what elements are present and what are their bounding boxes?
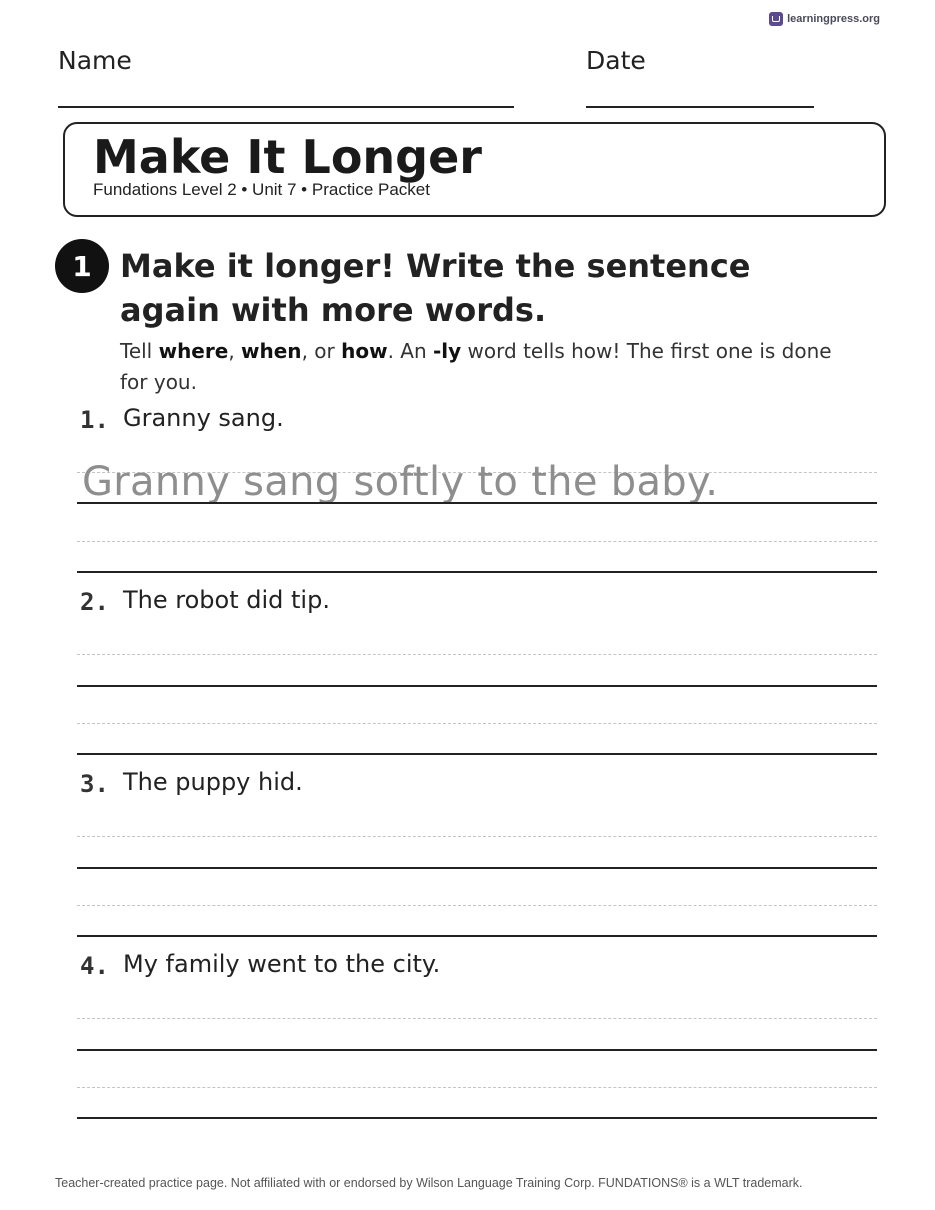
brand-text: learningpress.org: [787, 13, 880, 25]
question-text: Granny sang.: [123, 404, 284, 432]
date-label: Date: [586, 46, 646, 75]
instruction-heading: Make it longer! Write the sentence again with more words.: [120, 247, 751, 329]
writing-baseline: [77, 1049, 877, 1051]
example-answer: Granny sang softly to the baby.: [82, 459, 719, 505]
question-number: 1.: [80, 406, 109, 434]
book-icon: [769, 12, 783, 26]
tip-ly: -ly: [433, 339, 462, 363]
writing-guide-dashed: [77, 723, 877, 724]
writing-guide-dashed: [77, 1018, 877, 1019]
writing-baseline: [77, 867, 877, 869]
writing-baseline: [77, 1117, 877, 1119]
question-text: My family went to the city.: [123, 950, 441, 978]
title-box: [63, 122, 886, 217]
writing-guide-dashed: [77, 541, 877, 542]
question-number: 3.: [80, 770, 109, 798]
step-number-badge: 1: [55, 239, 109, 293]
writing-guide-dashed: [77, 654, 877, 655]
writing-guide-dashed: [77, 836, 877, 837]
writing-guide-dashed: [77, 1087, 877, 1088]
writing-baseline: [77, 753, 877, 755]
instruction-tip: Tell where, when, or how. An -ly word tells how! The first one is done for you.: [120, 339, 832, 394]
page-title: Make It Longer: [93, 130, 482, 184]
page-subtitle: Fundations Level 2 • Unit 7 • Practice Packet: [93, 180, 430, 199]
question-number: 2.: [80, 588, 109, 616]
question-number: 4.: [80, 952, 109, 980]
date-line: [586, 106, 814, 108]
tip-when: when: [241, 339, 302, 363]
question-text: The robot did tip.: [123, 586, 330, 614]
footer-disclaimer: Teacher-created practice page. Not affiliated with or endorsed by Wilson Language Training Corp. FUNDATIONS® is a WLT trademark.: [55, 1176, 803, 1190]
name-label: Name: [58, 46, 132, 75]
writing-baseline: [77, 685, 877, 687]
writing-baseline: [77, 571, 877, 573]
writing-baseline: [77, 935, 877, 937]
question-text: The puppy hid.: [123, 768, 303, 796]
writing-guide-dashed: [77, 905, 877, 906]
brand-logo: [769, 12, 880, 26]
name-line: [58, 106, 514, 108]
tip-where: where: [158, 339, 229, 363]
writing-baseline: [77, 502, 877, 504]
tip-how: how: [341, 339, 388, 363]
